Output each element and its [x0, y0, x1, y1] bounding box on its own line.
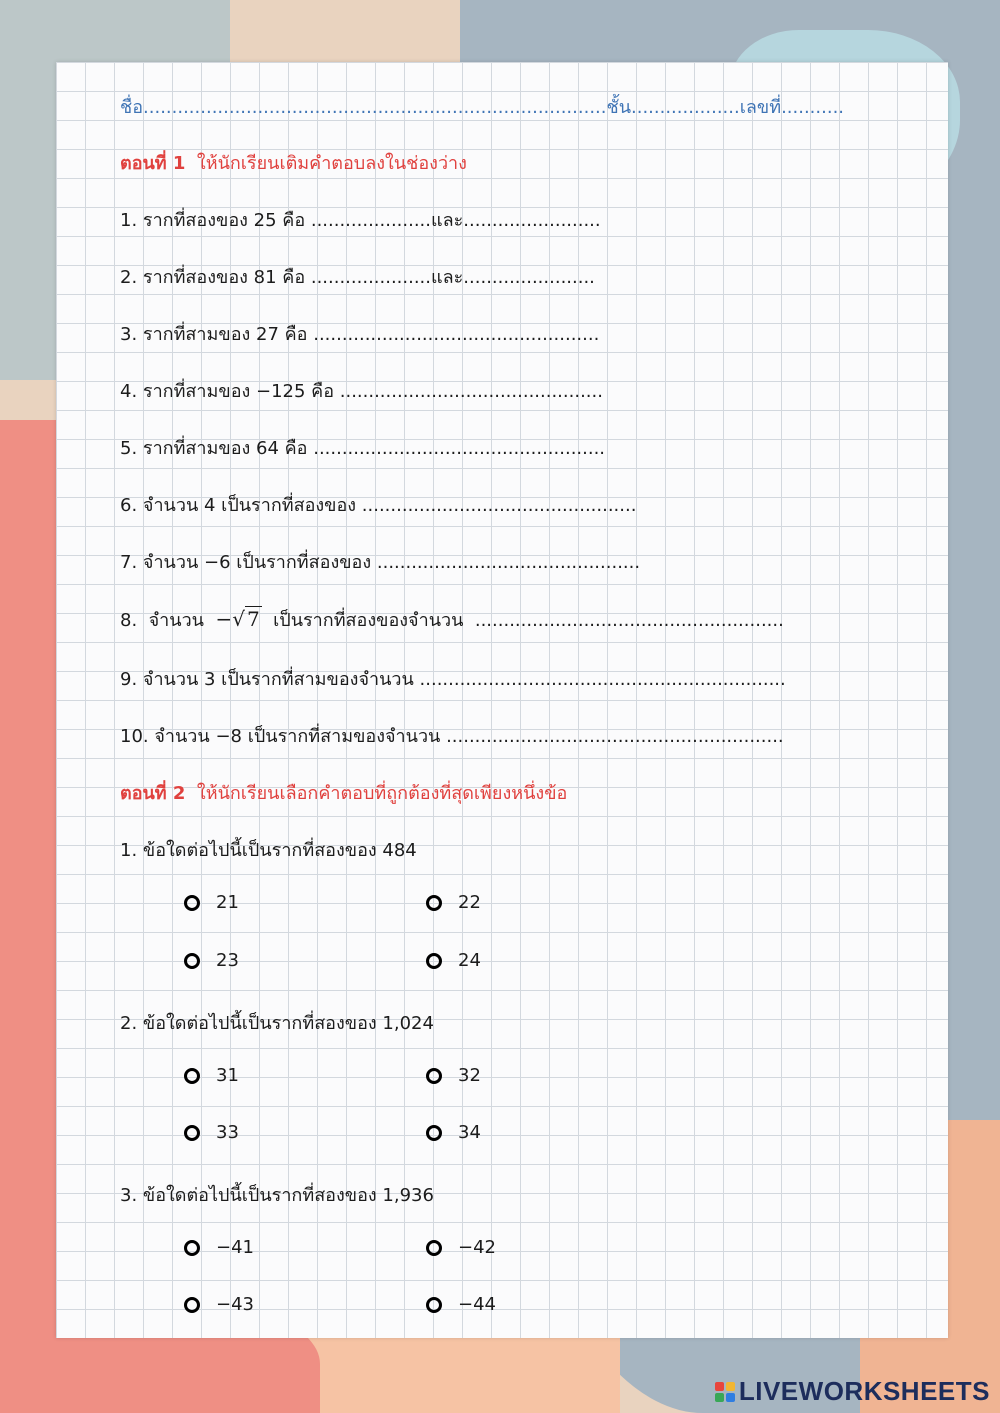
option-label: 31: [216, 1065, 239, 1086]
radicand: 7: [246, 607, 260, 631]
option-label: −41: [216, 1237, 254, 1258]
part2-question-2: 2. ข้อใดต่อไปนี้เป็นรากที่สองของ 1,024: [120, 1013, 434, 1034]
neg-sqrt-seven: [215, 606, 261, 631]
part2-heading-label: ตอนที่ 2: [120, 783, 186, 804]
option-label: −44: [458, 1294, 496, 1315]
item8-suffix: เป็นรากที่สองของจำนวน ......................................................: [261, 610, 784, 631]
q1-option-d[interactable]: [426, 950, 481, 971]
part1-item-8[interactable]: [120, 605, 784, 634]
part2-heading-instruction: ให้นักเรียนเลือกคำตอบที่ถูกต้องที่สุดเพียงหนึ่งข้อ: [185, 783, 568, 804]
part1-item-1[interactable]: 1. รากที่สองของ 25 คือ .....................และ........................: [120, 210, 601, 231]
q1-option-b[interactable]: [426, 892, 481, 913]
q2-option-b[interactable]: [426, 1065, 481, 1086]
part2-question-1: 1. ข้อใดต่อไปนี้เป็นรากที่สองของ 484: [120, 840, 417, 861]
q3-option-d[interactable]: [426, 1294, 496, 1315]
q3-option-b[interactable]: [426, 1237, 496, 1258]
part1-item-4[interactable]: 4. รากที่สามของ −125 คือ ..............................................: [120, 381, 603, 402]
liveworksheets-logo[interactable]: [715, 1376, 990, 1407]
option-label: −43: [216, 1294, 254, 1315]
radio-circle-icon[interactable]: [184, 1068, 200, 1084]
part2-heading: [120, 778, 567, 807]
radio-circle-icon[interactable]: [426, 895, 442, 911]
option-label: −42: [458, 1237, 496, 1258]
worksheet-paper: [56, 62, 948, 1338]
part1-heading: [120, 148, 467, 177]
part1-item-6[interactable]: 6. จำนวน 4 เป็นรากที่สองของ ................................................: [120, 495, 637, 516]
part1-heading-label: ตอนที่ 1: [120, 153, 186, 174]
part1-item-9[interactable]: 9. จำนวน 3 เป็นรากที่สามของจำนวน ................................................................: [120, 669, 786, 690]
option-label: 21: [216, 892, 239, 913]
part1-item-2[interactable]: 2. รากที่สองของ 81 คือ .....................และ.......................: [120, 267, 595, 288]
radio-circle-icon[interactable]: [426, 953, 442, 969]
part1-item-3[interactable]: 3. รากที่สามของ 27 คือ ..................................................: [120, 324, 600, 345]
radio-circle-icon[interactable]: [426, 1068, 442, 1084]
radical-sign: √: [232, 607, 245, 631]
q3-option-c[interactable]: [184, 1294, 254, 1315]
item8-prefix: 8. จำนวน: [120, 610, 216, 631]
q2-option-a[interactable]: [184, 1065, 239, 1086]
radio-circle-icon[interactable]: [426, 1297, 442, 1313]
part1-item-10[interactable]: 10. จำนวน −8 เป็นรากที่สามของจำนวน ...........................................................: [120, 726, 784, 747]
option-label: 24: [458, 950, 481, 971]
q3-option-a[interactable]: [184, 1237, 254, 1258]
radio-circle-icon[interactable]: [184, 1297, 200, 1313]
part1-heading-instruction: ให้นักเรียนเติมคำตอบลงในช่องว่าง: [185, 153, 467, 174]
radio-circle-icon[interactable]: [184, 953, 200, 969]
radio-circle-icon[interactable]: [184, 1240, 200, 1256]
part1-item-5[interactable]: 5. รากที่สามของ 64 คือ ...................................................: [120, 438, 606, 459]
logo-mark-icon: [715, 1382, 735, 1402]
q1-option-a[interactable]: [184, 892, 239, 913]
option-label: 23: [216, 950, 239, 971]
minus-sign: −: [215, 607, 233, 631]
radio-circle-icon[interactable]: [184, 895, 200, 911]
radio-circle-icon[interactable]: [426, 1240, 442, 1256]
student-info-line: ชื่อ.................................................................................ชั้น...................เลขที่...........: [120, 97, 845, 118]
part2-question-3: 3. ข้อใดต่อไปนี้เป็นรากที่สองของ 1,936: [120, 1185, 434, 1206]
radio-circle-icon[interactable]: [184, 1125, 200, 1141]
q2-option-d[interactable]: [426, 1122, 481, 1143]
option-label: 22: [458, 892, 481, 913]
option-label: 34: [458, 1122, 481, 1143]
q1-option-c[interactable]: [184, 950, 239, 971]
option-label: 33: [216, 1122, 239, 1143]
option-label: 32: [458, 1065, 481, 1086]
q2-option-c[interactable]: [184, 1122, 239, 1143]
radio-circle-icon[interactable]: [426, 1125, 442, 1141]
part1-item-7[interactable]: 7. จำนวน −6 เป็นรากที่สองของ ..............................................: [120, 552, 641, 573]
logo-text: LIVEWORKSHEETS: [738, 1376, 990, 1406]
